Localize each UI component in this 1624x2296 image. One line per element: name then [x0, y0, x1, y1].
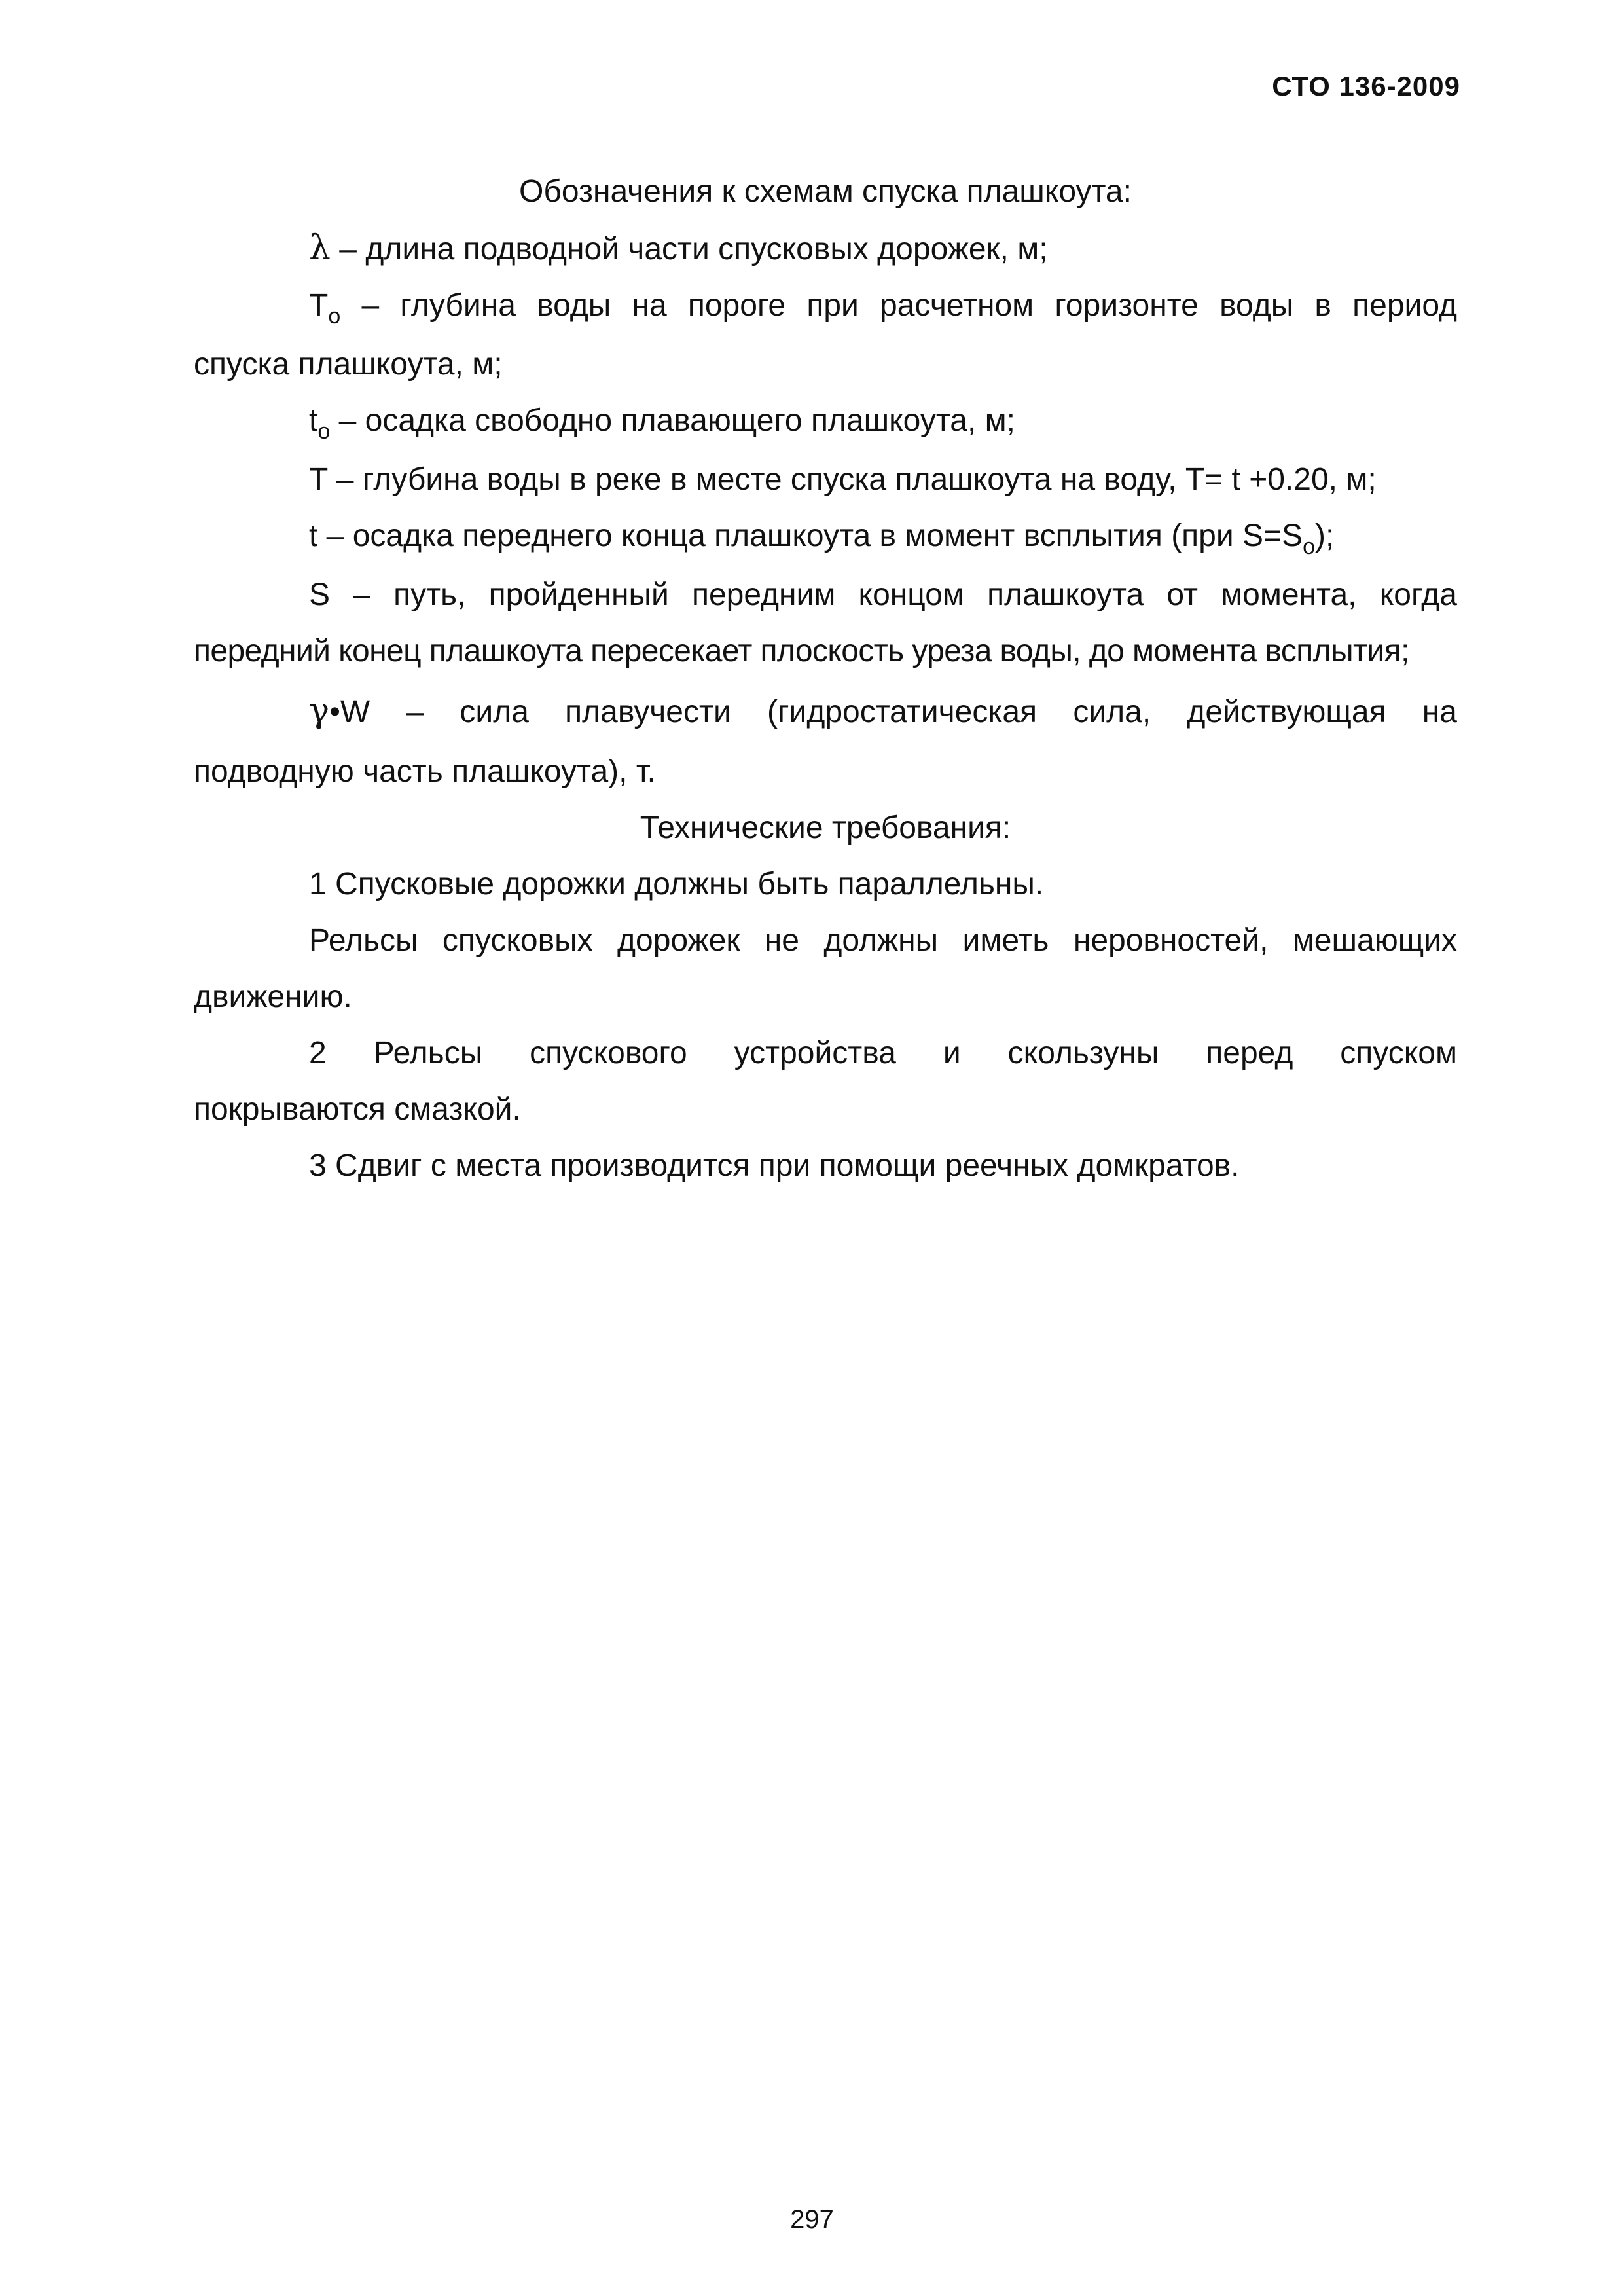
notation-heading: Обозначения к схемам спуска плашкоута: — [519, 174, 1132, 209]
T0-letter: T — [309, 288, 329, 323]
notation-t0 — [194, 393, 1457, 452]
t-description: t – осадка переднего конца плашкоута в момент всплытия (при S=S — [309, 519, 1303, 553]
lambda-symbol: λ — [309, 228, 331, 268]
t0-letter: t — [309, 403, 318, 438]
t0-subscript: o — [317, 419, 331, 444]
notation-gamma-line1 — [194, 680, 1457, 744]
requirement-1: 1 Спусковые дорожки должны быть параллельны. — [309, 867, 1044, 902]
T0-description: – глубина воды на пороге при расчетном горизонте воды в период — [340, 288, 1457, 323]
t-subscript: o — [1303, 534, 1315, 559]
t-description-end: ); — [1315, 519, 1335, 553]
notation-gamma-line2: подводную часть плашкоута), т. — [194, 754, 656, 789]
document-body — [194, 164, 1457, 1194]
notation-S-line2: передний конец плашкоута пересекает плоскость уреза воды, до момента всплытия; — [194, 634, 1409, 668]
notation-S-line1: S – путь, пройденный передним концом плашкоута от момента, когда — [309, 577, 1457, 612]
notation-T0-line1 — [194, 278, 1457, 337]
requirement-2-line1: 2 Рельсы спускового устройства и скользуны перед спуском — [309, 1036, 1457, 1070]
requirement-2-line2: покрываются смазкой. — [194, 1092, 521, 1127]
requirement-1-extra-line1: Рельсы спусковых дорожек не должны иметь неровностей, мешающих — [309, 923, 1457, 958]
gamma-symbol: γ — [309, 691, 330, 731]
requirement-1-extra-line2: движению. — [194, 979, 352, 1014]
t0-description: – осадка свободно плавающего плашкоута, м; — [330, 403, 1015, 438]
notation-t — [194, 508, 1457, 567]
notation-lambda — [194, 220, 1457, 278]
notation-T: T – глубина воды в реке в месте спуска плашкоута на воду, T= t +0.20, м; — [309, 462, 1377, 497]
T0-subscript: o — [328, 304, 341, 329]
document-code: СТО 136-2009 — [1272, 71, 1460, 101]
gamma-description: •W – сила плавучести (гидростатическая сила, действующая на — [329, 695, 1457, 729]
page-number: 297 — [790, 2205, 834, 2234]
notation-T0-line2: спуска плашкоута, м; — [194, 347, 503, 382]
lambda-description: – длина подводной части спусковых дорожек, м; — [330, 232, 1048, 266]
requirements-heading: Технические требования: — [640, 811, 1011, 845]
requirement-3: 3 Сдвиг с места производится при помощи реечных домкратов. — [309, 1148, 1240, 1183]
